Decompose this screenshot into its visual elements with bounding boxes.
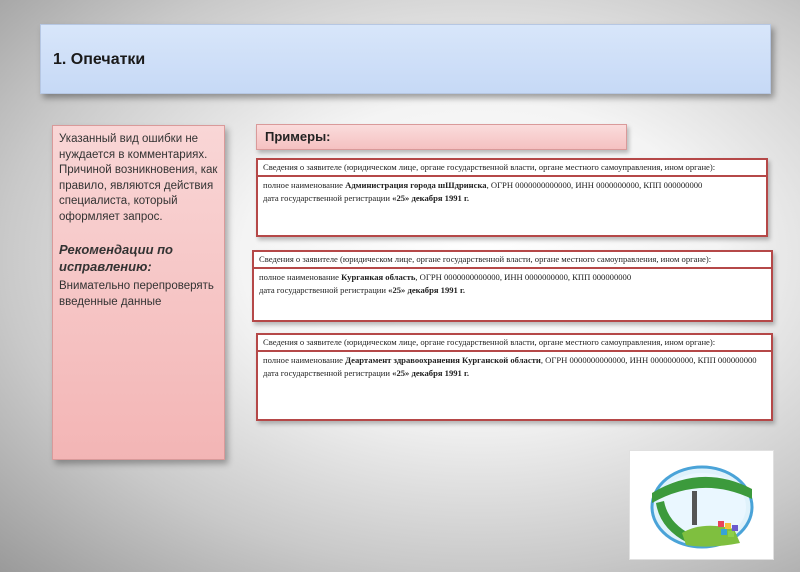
reg-date: «25» декабря 1991 г. <box>392 193 470 203</box>
name-prefix: полное наименование <box>263 180 346 190</box>
org-name: Администрация города шШдринска <box>345 180 487 190</box>
error-description: Указанный вид ошибки не нуждается в комментариях. Причиной возникновения, как правило, являются действия специалиста, который оформляет запрос. <box>59 133 218 223</box>
reg-prefix: дата государственной регистрации <box>263 368 393 378</box>
reg-date: «25» декабря 1991 г. <box>388 285 466 295</box>
example-header: Сведения о заявителе (юридическом лице, органе государственной власти, органе местного самоуправления, ином органе): <box>254 252 771 269</box>
example-card <box>256 333 773 421</box>
reg-prefix: дата государственной регистрации <box>259 285 389 295</box>
reg-prefix: дата государственной регистрации <box>263 193 393 203</box>
recommendations-title: Рекомендации по исправлению: <box>59 242 173 274</box>
cadastral-chamber-logo-icon <box>630 451 773 559</box>
org-ids: , ОГРН 0000000000000, ИНН 0000000000, КПП 000000000 <box>540 355 757 365</box>
description-panel <box>52 125 225 460</box>
logo <box>629 450 774 560</box>
title-bar <box>40 24 771 94</box>
examples-header: Примеры: <box>256 124 627 150</box>
example-body <box>258 177 766 207</box>
name-prefix: полное наименование <box>263 355 346 365</box>
name-prefix: полное наименование <box>259 272 342 282</box>
reg-date: «25» декабря 1991 г. <box>392 368 470 378</box>
example-body <box>254 269 771 299</box>
org-ids: , ОГРН 0000000000000, ИНН 0000000000, КПП 000000000 <box>486 180 703 190</box>
example-body <box>258 352 771 382</box>
org-name: Курганкая область <box>341 272 416 282</box>
org-ids: , ОГРН 0000000000000, ИНН 0000000000, КПП 000000000 <box>415 272 632 282</box>
example-card <box>252 250 773 322</box>
example-header: Сведения о заявителе (юридическом лице, органе государственной власти, органе местного самоуправления, ином органе): <box>258 160 766 177</box>
example-card <box>256 158 768 237</box>
recommendations-text: Внимательно перепроверять введенные данные <box>59 280 214 308</box>
page-title: 1. Опечатки <box>53 51 146 68</box>
example-header: Сведения о заявителе (юридическом лице, органе государственной власти, органе местного самоуправления, ином органе): <box>258 335 771 352</box>
org-name: Деартамент здравоохранения Курганской области <box>345 355 541 365</box>
